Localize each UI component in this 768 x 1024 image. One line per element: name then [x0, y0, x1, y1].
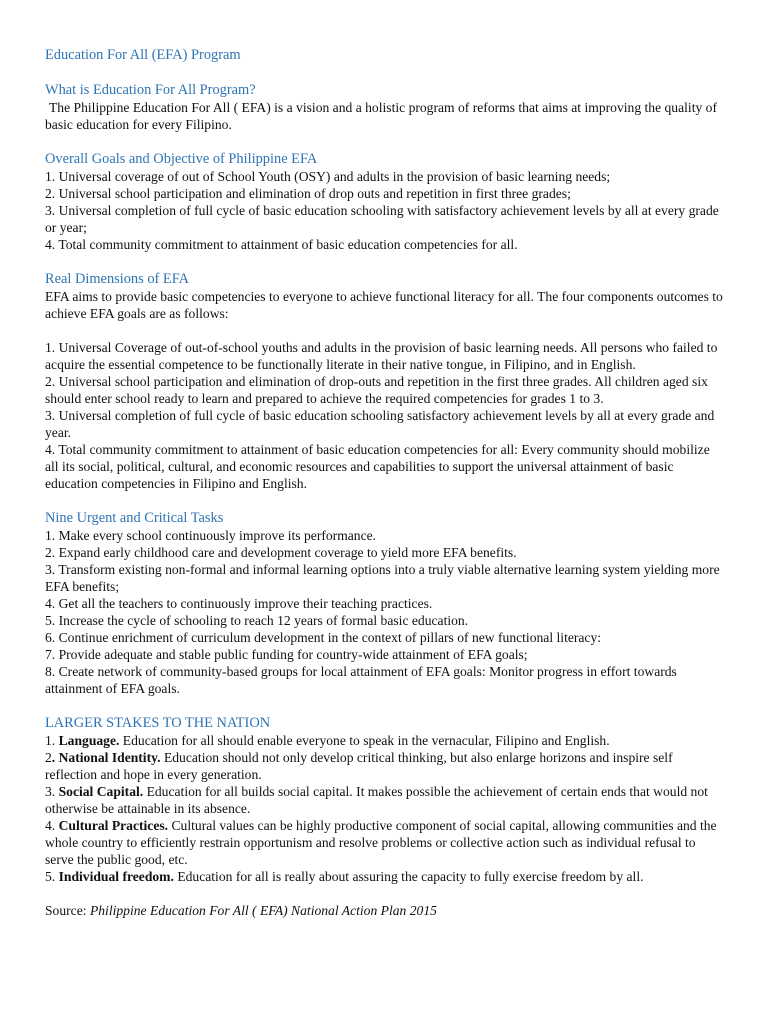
section-stakes	[45, 714, 725, 885]
stake-term: Individual freedom.	[58, 869, 174, 884]
source-label: Source:	[45, 903, 90, 918]
section-tasks	[45, 509, 725, 697]
stake-number: 1.	[45, 733, 59, 748]
list-item: 6. Continue enrichment of curriculum development in the context of pillars of new functional literacy:	[45, 630, 602, 645]
stake-number: 4.	[45, 818, 59, 833]
source-citation	[45, 902, 725, 919]
paragraph-what-is: The Philippine Education For All ( EFA) is a vision and a holistic program of reforms that aims at improving the quality of basic education for every Filipino.	[45, 100, 717, 132]
list-item: 3. Universal completion of full cycle of basic education schooling with satisfactory achievement levels by all at every grade or year;	[45, 203, 719, 235]
list-item: 2. Universal school participation and elimination of drop outs and repetition in first three grades;	[45, 186, 571, 201]
section-heading-dimensions: Real Dimensions of EFA	[45, 271, 190, 287]
list-item: 5. Increase the cycle of schooling to reach 12 years of formal basic education.	[45, 613, 469, 628]
list-item: 2. Universal school participation and elimination of drop-outs and repetition in the first three grades. All children aged six should enter school ready to learn and prepared to achieve the required competencies for grades 1 to 3.	[45, 374, 708, 406]
stake-text: Cultural values can be highly productive component of social capital, allowing communities and the whole country to efficiently restrain opportunism and resolve problems or collective action such as individual refusal to serve the public good, etc.	[45, 818, 717, 867]
list-item: 4. Total community commitment to attainment of basic education competencies for all: Every community should mobilize all its social, political, cultural, and economic resources and capabilities to support the universal attainment of basic education competencies in Filipino and English.	[45, 442, 710, 491]
list-item: 4. Get all the teachers to continuously improve their teaching practices.	[45, 596, 433, 611]
list-item	[45, 783, 725, 817]
paragraph-dimensions-intro: EFA aims to provide basic competencies to everyone to achieve functional literacy for all. The four components outcomes to achieve EFA goals are as follows:	[45, 289, 723, 321]
list-item	[45, 868, 725, 885]
section-heading-tasks: Nine Urgent and Critical Tasks	[45, 510, 224, 526]
spacer	[45, 322, 725, 339]
list-item: 1. Universal coverage of out of School Youth (OSY) and adults in the provision of basic learning needs;	[45, 169, 611, 184]
stake-term: Language.	[58, 733, 120, 748]
list-item: 1. Make every school continuously improve its performance.	[45, 528, 377, 543]
list-item: 8. Create network of community-based groups for local attainment of EFA goals: Monitor progress in effort towards attainment of EFA goals.	[45, 664, 677, 696]
section-heading-goals: Overall Goals and Objective of Philippine EFA	[45, 151, 318, 167]
stake-term: Social Capital.	[58, 784, 144, 799]
stake-number: 5.	[45, 869, 59, 884]
section-what-is	[45, 81, 725, 133]
source-title: Philippine Education For All ( EFA) National Action Plan 2015	[89, 903, 437, 918]
document-page	[45, 46, 725, 933]
list-item	[45, 732, 725, 749]
document-title: Education For All (EFA) Program	[45, 47, 241, 63]
section-dimensions	[45, 270, 725, 492]
list-item: 3. Universal completion of full cycle of basic education schooling satisfactory achievement levels by all at every grade and year.	[45, 408, 715, 440]
stake-text: Education for all should enable everyone to speak in the vernacular, Filipino and English.	[119, 733, 610, 748]
stake-term: . National Identity.	[51, 750, 161, 765]
section-heading-what-is: What is Education For All Program?	[45, 82, 256, 98]
stake-text: Education should not only develop critical thinking, but also enlarge horizons and inspire self reflection and hope in every generation.	[45, 750, 673, 782]
stake-term: Cultural Practices.	[58, 818, 169, 833]
stake-text: Education for all builds social capital. It makes possible the achievement of certain ends that would not otherwise be attainable in its absence.	[45, 784, 708, 816]
stake-number: 2	[45, 750, 52, 765]
section-heading-stakes: LARGER STAKES TO THE NATION	[45, 715, 271, 731]
list-item	[45, 817, 725, 868]
stake-text: Education for all is really about assuring the capacity to fully exercise freedom by all.	[173, 869, 644, 884]
list-item: 1. Universal Coverage of out-of-school youths and adults in the provision of basic learning needs. All persons who failed to acquire the essential competence to be functionally literate in their native tongue, in Filipino, and in English.	[45, 340, 718, 372]
list-item: 4. Total community commitment to attainment of basic education competencies for all.	[45, 237, 518, 252]
list-item: 3. Transform existing non-formal and informal learning options into a truly viable alternative learning system yielding more EFA benefits;	[45, 562, 720, 594]
stake-number: 3.	[45, 784, 59, 799]
section-goals	[45, 150, 725, 253]
list-item	[45, 749, 725, 783]
list-item: 7. Provide adequate and stable public funding for country-wide attainment of EFA goals;	[45, 647, 528, 662]
list-item: 2. Expand early childhood care and development coverage to yield more EFA benefits.	[45, 545, 517, 560]
